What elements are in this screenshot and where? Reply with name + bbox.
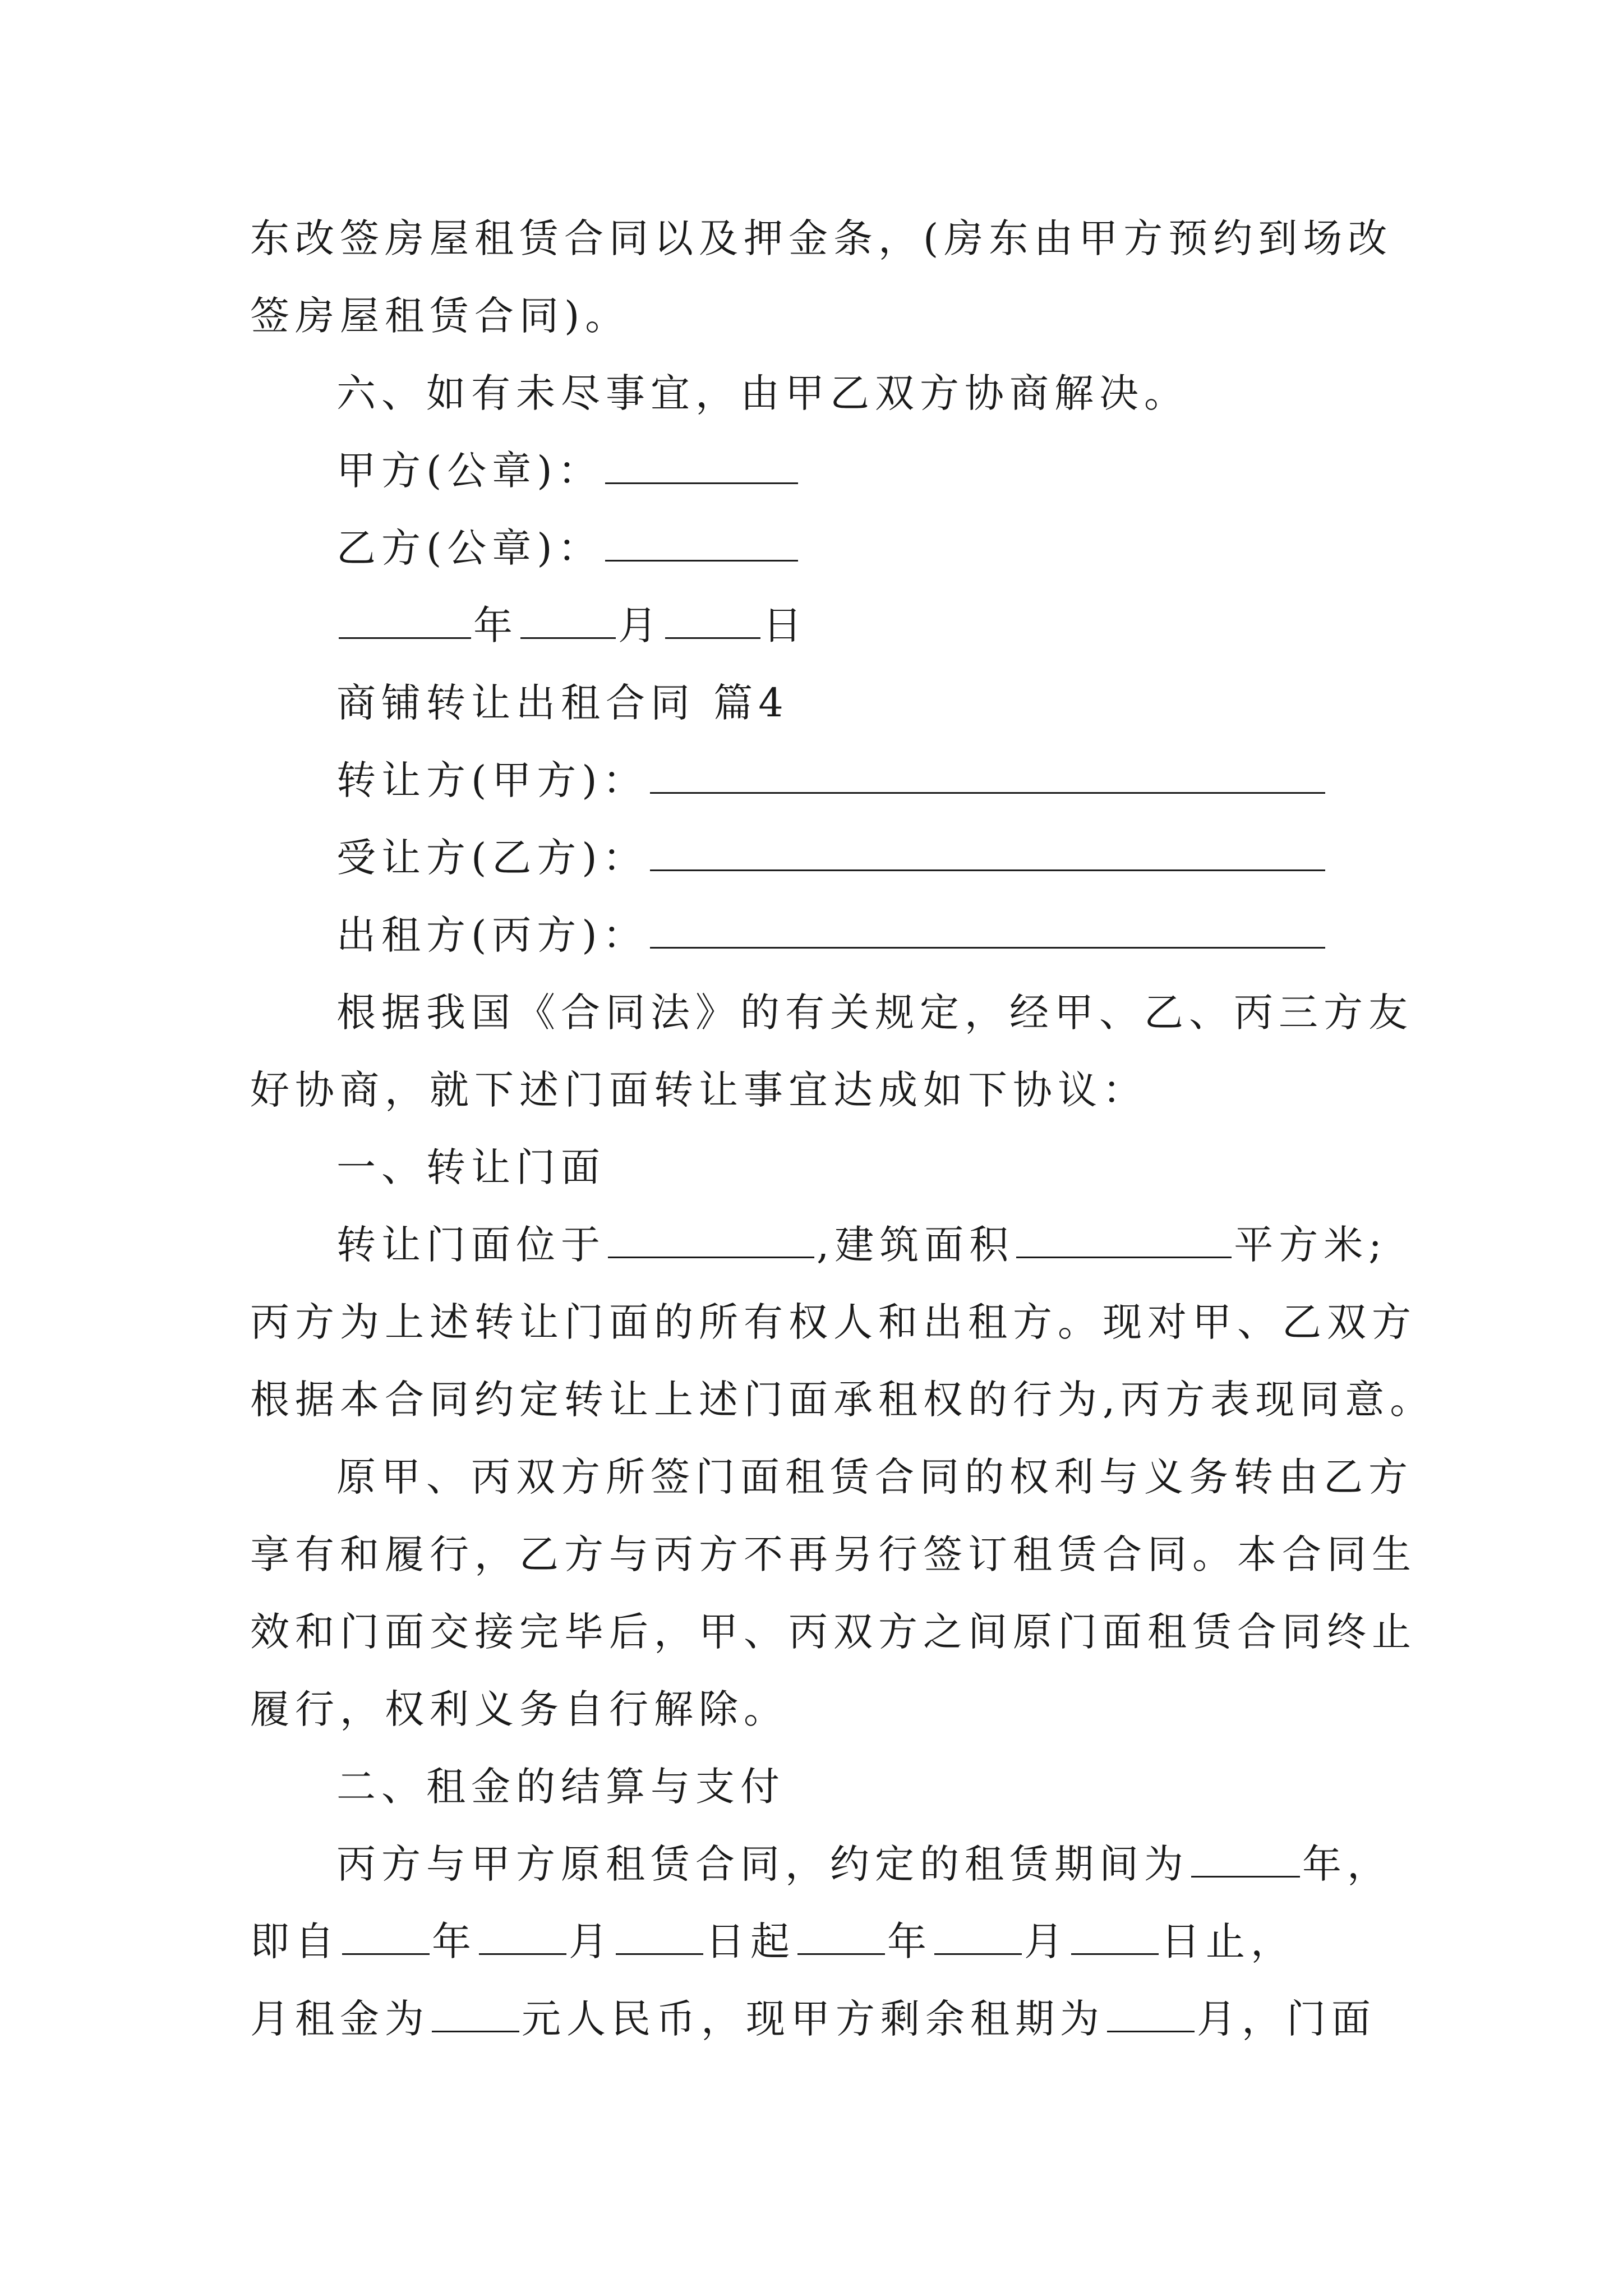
signature-blank[interactable] [605,443,798,484]
paragraph-line: 履行，权利义务自行解除。 [250,1686,789,1732]
paragraph-line: 享有和履行，乙方与丙方不再另行签订租赁合同。本合同生 [250,1531,1417,1577]
date-line [336,592,1481,659]
paragraph-line: 原甲、丙双方所签门面租赁合同的权利与义务转由乙方 [336,1454,1413,1500]
text-segment: 日起 [706,1918,795,1964]
remaining-months-blank[interactable] [1107,1991,1195,2032]
year-blank[interactable] [339,598,471,639]
party-b-line [336,824,1481,891]
text-segment: 年， [1302,1841,1392,1887]
party-a-line [336,747,1481,814]
party-a-blank[interactable] [650,753,1325,794]
location-area-line [336,1211,1481,1278]
end-month-blank[interactable] [934,1914,1022,1955]
text-segment: 月，门面 [1197,1996,1376,2042]
text-segment: 年 [432,1918,477,1964]
date-year-label: 年 [473,602,518,648]
signature-label: 甲方(公章)： [336,448,603,494]
party-label: 转让方(甲方)： [336,757,648,803]
text-segment: 丙方与甲方原租赁合同，约定的租赁期间为 [336,1841,1189,1887]
date-day-label: 日 [763,602,808,648]
term-years-blank[interactable] [1191,1837,1300,1878]
start-day-blank[interactable] [616,1914,703,1955]
paragraph-line: 根据我国《合同法》的有关规定，经甲、乙、丙三方友 [336,990,1413,1036]
clause-heading: 一、转让门面 [336,1144,606,1190]
text-segment: 平方米; [1234,1222,1387,1268]
paragraph-line: 丙方为上述转让门面的所有权人和出租方。现对甲、乙双方 [250,1299,1417,1345]
text-segment: 月 [1024,1918,1069,1964]
month-blank[interactable] [520,598,616,639]
area-blank[interactable] [1016,1217,1232,1258]
party-label: 受让方(乙方)： [336,835,648,881]
text-segment: 日止， [1161,1918,1295,1964]
party-label: 出租方(丙方)： [336,912,648,958]
text-segment: 即自 [250,1918,340,1964]
text-segment: 年 [887,1918,932,1964]
signature-party-a [336,437,1481,504]
text-segment: 月租金为 [250,1996,430,2042]
clause-six: 六、如有未尽事宜，由甲乙双方协商解决。 [336,370,1189,416]
rent-line [250,1985,1394,2053]
end-day-blank[interactable] [1071,1914,1159,1955]
paragraph-line: 签房屋租赁合同)。 [250,293,630,339]
signature-label: 乙方(公章)： [336,525,603,571]
text-segment: 转让门面位于 [336,1222,606,1268]
text-segment: ,建筑面积 [817,1222,1015,1268]
location-blank[interactable] [608,1217,814,1258]
text-segment: 月 [569,1918,614,1964]
signature-party-b [336,514,1481,582]
party-c-blank[interactable] [650,908,1325,949]
end-year-blank[interactable] [797,1914,885,1955]
party-b-blank[interactable] [650,830,1325,871]
monthly-rent-blank[interactable] [432,1991,519,2032]
lease-term-line [336,1830,1481,1898]
clause-heading: 二、租金的结算与支付 [336,1764,785,1810]
start-year-blank[interactable] [342,1914,430,1955]
day-blank[interactable] [665,598,760,639]
paragraph-line: 东改签房屋租赁合同以及押金条，(房东由甲方预约到场改 [250,215,1393,261]
section-title: 商铺转让出租合同 篇4 [336,680,789,726]
paragraph-line: 根据本合同约定转让上述门面承租权的行为,丙方表现同意。 [250,1377,1435,1423]
date-month-label: 月 [618,602,663,648]
party-c-line [336,901,1481,969]
signature-blank[interactable] [605,521,798,562]
paragraph-line: 好协商，就下述门面转让事宜达成如下协议： [250,1067,1147,1113]
text-segment: 元人民币，现甲方剩余租期为 [522,1996,1105,2042]
start-month-blank[interactable] [479,1914,566,1955]
paragraph-line: 效和门面交接完毕后，甲、丙双方之间原门面租赁合同终止 [250,1609,1417,1655]
lease-period-line [250,1908,1394,1975]
